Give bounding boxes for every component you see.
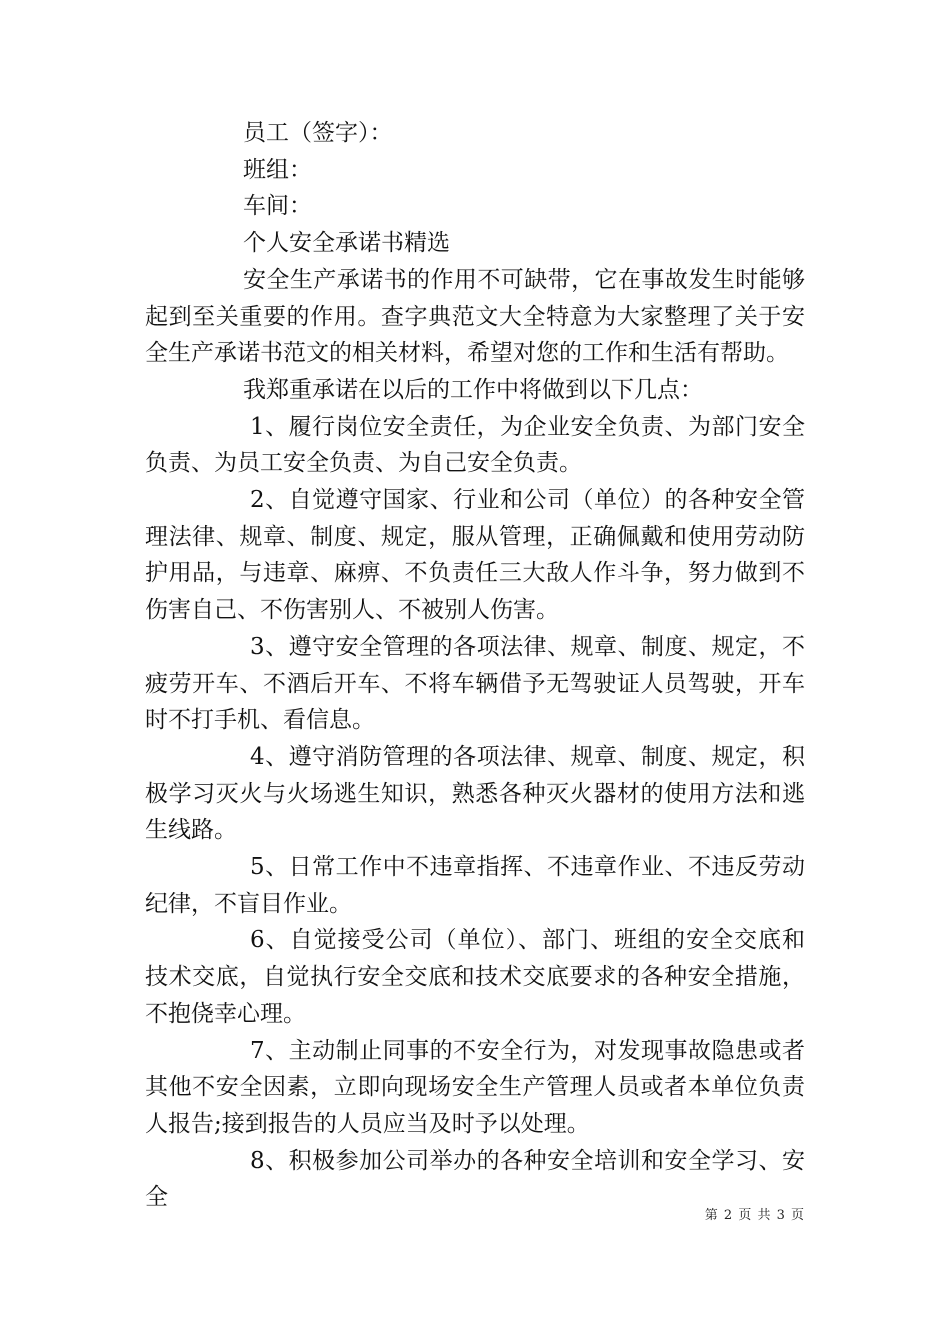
workshop-line: 车间： (243, 193, 312, 220)
promise-item: 6、自觉接受公司（单位）、部门、班组的安全交底和技术交底，自觉执行安全交底和技术交底要求的各种安全措施，不抱侥幸心理。 (145, 927, 805, 1027)
intro-paragraph: 安全生产承诺书的作用不可缺带，它在事故发生时能够起到至关重要的作用。查字典范文大全特意为大家整理了关于安全生产承诺书范文的相关材料，希望对您的工作和生活有帮助。 (145, 266, 805, 367)
lead-paragraph: 我郑重承诺在以后的工作中将做到以下几点： (243, 376, 703, 403)
page-footer: 第 2 页 共 3 页 (704, 1208, 805, 1223)
promise-item: 1、履行岗位安全责任，为企业安全负责、为部门安全负责、为员工安全负责、为自己安全负责。 (145, 413, 805, 477)
promise-item: 7、主动制止同事的不安全行为，对发现事故隐患或者其他不安全因素，立即向现场安全生产管理人员或者本单位负责人报告;接到报告的人员应当及时予以处理。 (145, 1037, 805, 1137)
promise-item: 5、日常工作中不违章指挥、不违章作业、不违反劳动纪律，不盲目作业。 (145, 854, 805, 917)
team-line: 班组： (243, 156, 312, 183)
promise-item: 2、自觉遵守国家、行业和公司（单位）的各种安全管理法律、规章、制度、规定，服从管理，正确佩戴和使用劳动防护用品，与违章、麻痹、不负责任三大敌人作斗争，努力做到不伤害自己、不伤害别人、不被别人伤害。 (145, 487, 805, 624)
promise-item: 3、遵守安全管理的各项法律、规章、制度、规定，不疲劳开车、不酒后开车、不将车辆借予无驾驶证人员驾驶，开车时不打手机、看信息。 (145, 633, 805, 734)
document-body (145, 115, 805, 1216)
employee-signature-line: 员工（签字）： (243, 120, 393, 146)
section-title: 个人安全承诺书精选 (243, 230, 450, 257)
promise-item: 8、积极参加公司举办的各种安全培训和安全学习、安全 (145, 1147, 805, 1211)
promise-item: 4、遵守消防管理的各项法律、规章、制度、规定，积极学习灭火与火场逃生知识，熟悉各种灭火器材的使用方法和逃生线路。 (145, 743, 805, 844)
